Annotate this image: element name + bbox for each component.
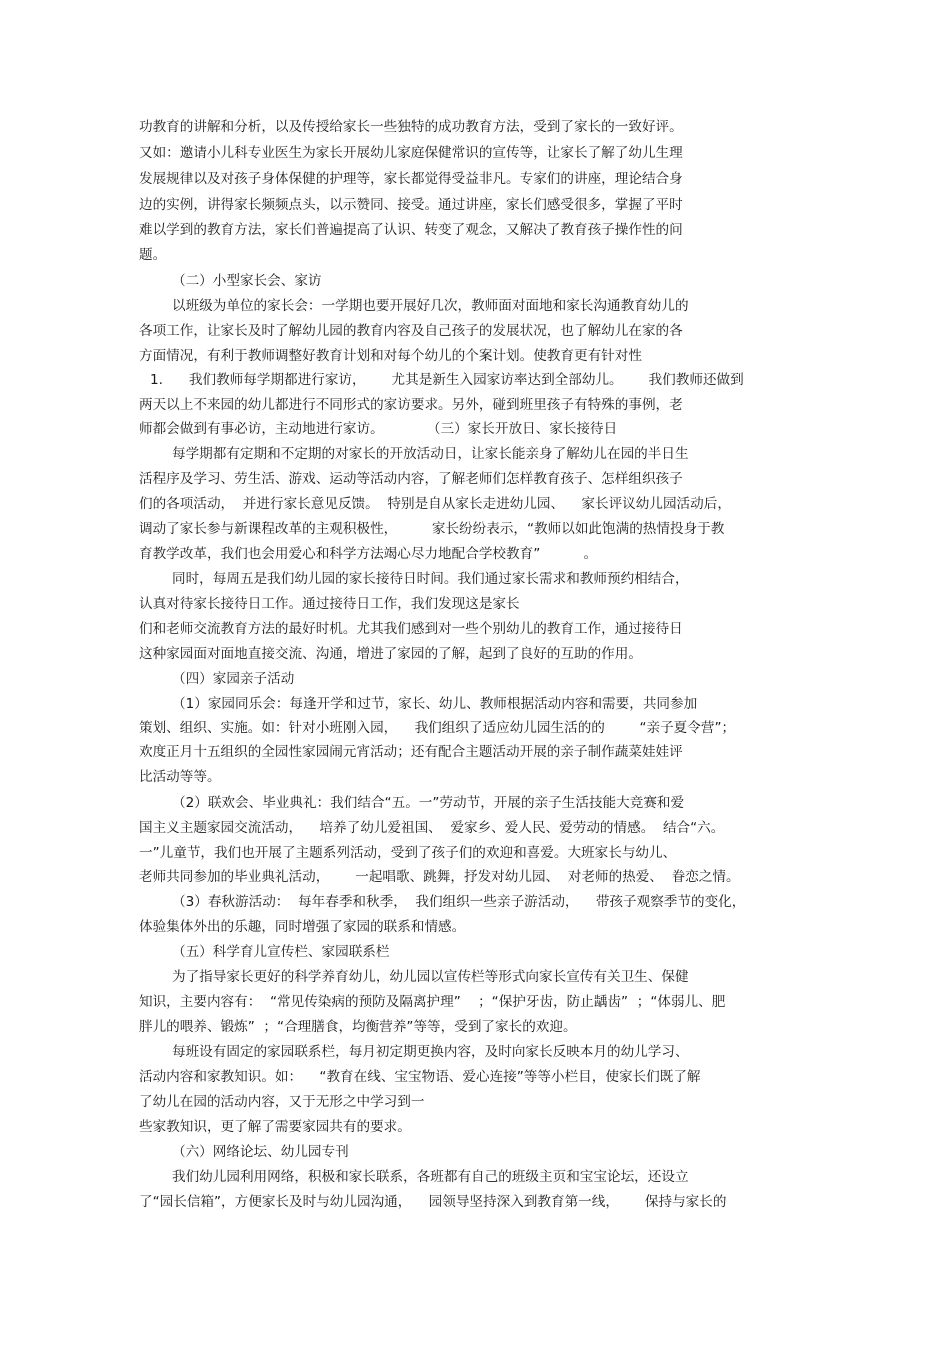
paragraph-line: 活程序及学习、劳生活、游戏、运动等活动内容，了解老师们怎样教育孩子、怎样组织孩子 bbox=[139, 471, 683, 487]
paragraph-line: 又如：邀请小儿科专业医生为家长开展幼儿家庭保健常识的宣传等，让家长了解了幼儿生理 bbox=[139, 145, 683, 161]
paragraph-line: 老师共同参加的毕业典礼活动， 一起唱歌、跳舞，抒发对幼儿园、 对老师的热爱、 眷恋之情。 bbox=[139, 869, 740, 885]
paragraph-line: 体验集体外出的乐趣，同时增强了家园的联系和情感。 bbox=[139, 919, 466, 935]
section-heading: （二）小型家长会、家访 bbox=[172, 273, 322, 289]
paragraph-line: （2）联欢会、毕业典礼：我们结合“五。一”劳动节，开展的亲子生活技能大竞赛和爱 bbox=[172, 795, 685, 811]
paragraph-line: 边的实例，讲得家长频频点头，以示赞同、接受。通过讲座，家长们感受很多，掌握了平时 bbox=[139, 197, 683, 213]
paragraph-line: 调动了家长参与新课程改革的主观积极性， 家长纷纷表示，“教师以如此饱满的热情投身于教 bbox=[139, 521, 725, 537]
paragraph-line: 以班级为单位的家长会：一学期也要开展好几次，教师面对面地和家长沟通教育幼儿的 bbox=[172, 298, 689, 314]
paragraph-line: 比活动等等。 bbox=[139, 769, 221, 785]
paragraph-line: 们和老师交流教育方法的最好时机。尤其我们感到对一些个别幼儿的教育工作，通过接待日 bbox=[139, 621, 683, 637]
paragraph-line: 各项工作，让家长及时了解幼儿园的教育内容及自己孩子的发展状况，也了解幼儿在家的各 bbox=[139, 323, 683, 339]
section-heading: （五）科学育儿宣传栏、家园联系栏 bbox=[172, 944, 390, 960]
paragraph-line: 国主义主题家园交流活动， 培养了幼儿爱祖国、 爱家乡、爱人民、爱劳动的情感。 结合“六。 bbox=[139, 820, 725, 836]
paragraph-line: 功教育的讲解和分析，以及传授给家长一些独特的成功教育方法，受到了家长的一致好评。 bbox=[139, 119, 683, 135]
paragraph-line: （3）春秋游活动： 每年春季和秋季， 我们组织一些亲子游活动， 带孩子观察季节的变化， bbox=[172, 894, 746, 910]
paragraph-line: 1. 我们教师每学期都进行家访， 尤其是新生入园家访率达到全部幼儿。 我们教师还做到 bbox=[150, 372, 744, 388]
paragraph-line: 每班设有固定的家园联系栏，每月初定期更换内容，及时向家长反映本月的幼儿学习、 bbox=[172, 1044, 689, 1060]
paragraph-line: 这种家园面对面地直接交流、沟通，增进了家园的了解，起到了良好的互助的作用。 bbox=[139, 646, 642, 662]
paragraph-line: 欢度正月十五组织的全园性家园闹元宵活动；还有配合主题活动开展的亲子制作蔬菜娃娃评 bbox=[139, 744, 683, 760]
section-heading: （六）网络论坛、幼儿园专刊 bbox=[172, 1144, 349, 1160]
paragraph-line: 题。 bbox=[139, 247, 167, 263]
paragraph-line: 策划、组织、实施。如：针对小班刚入园， 我们组织了适应幼儿园生活的的 “亲子夏令营”； bbox=[139, 720, 736, 736]
paragraph-line: 些家教知识，更了解了需要家园共有的要求。 bbox=[139, 1119, 411, 1135]
paragraph-line: 们的各项活动， 并进行家长意见反馈。 特别是自从家长走进幼儿园、 家长评议幼儿园活动后， bbox=[139, 496, 731, 512]
paragraph-line: 为了指导家长更好的科学养育幼儿，幼儿园以宣传栏等形式向家长宣传有关卫生、保健 bbox=[172, 969, 689, 985]
paragraph-line: 认真对待家长接待日工作。通过接待日工作，我们发现这是家长 bbox=[139, 596, 520, 612]
section-heading: （四）家园亲子活动 bbox=[172, 671, 295, 687]
paragraph-line: 方面情况，有利于教师调整好教育计划和对每个幼儿的个案计划。使教育更有针对性 bbox=[139, 348, 642, 364]
paragraph-line: 同时，每周五是我们幼儿园的家长接待日时间。我们通过家长需求和教师预约相结合， bbox=[172, 571, 689, 587]
paragraph-line: 师都会做到有事必访，主动地进行家访。 （三）家长开放日、家长接待日 bbox=[139, 421, 618, 437]
paragraph-line: 了“园长信箱”，方便家长及时与幼儿园沟通， 园领导坚持深入到教育第一线， 保持与家长的 bbox=[139, 1194, 727, 1210]
paragraph-line: 难以学到的教育方法，家长们普遍提高了认识、转变了观念，又解决了教育孩子操作性的问 bbox=[139, 222, 683, 238]
paragraph-line: 一”儿童节，我们也开展了主题系列活动，受到了孩子们的欢迎和喜爱。大班家长与幼儿、 bbox=[139, 845, 677, 861]
paragraph-line: 胖儿的喂养、锻炼” ；“合理膳食，均衡营养”等等，受到了家长的欢迎。 bbox=[139, 1019, 577, 1035]
paragraph-line: 我们幼儿园利用网络，积极和家长联系，各班都有自己的班级主页和宝宝论坛，还设立 bbox=[172, 1169, 689, 1185]
paragraph-line: 育教学改革，我们也会用爱心和科学方法竭心尽力地配合学校教育” 。 bbox=[139, 546, 598, 562]
paragraph-line: 发展规律以及对孩子身体保健的护理等，家长都觉得受益非凡。专家们的讲座，理论结合身 bbox=[139, 171, 683, 187]
paragraph-line: 两天以上不来园的幼儿都进行不同形式的家访要求。另外，碰到班里孩子有特殊的事例，老 bbox=[139, 397, 683, 413]
paragraph-line: 知识，主要内容有： “常见传染病的预防及隔离护理” ；“保护牙齿，防止龋齿” ；“体弱儿、肥 bbox=[139, 994, 726, 1010]
paragraph-line: （1）家园同乐会：每逢开学和过节，家长、幼儿、教师根据活动内容和需要，共同参加 bbox=[172, 696, 698, 712]
paragraph-line: 了幼儿在园的活动内容，又于无形之中学习到一 bbox=[139, 1094, 425, 1110]
paragraph-line: 每学期都有定期和不定期的对家长的开放活动日，让家长能亲身了解幼儿在园的半日生 bbox=[172, 446, 689, 462]
paragraph-line: 活动内容和家教知识。如： “教育在线、宝宝物语、爱心连接”等等小栏目，使家长们既了解 bbox=[139, 1069, 701, 1085]
